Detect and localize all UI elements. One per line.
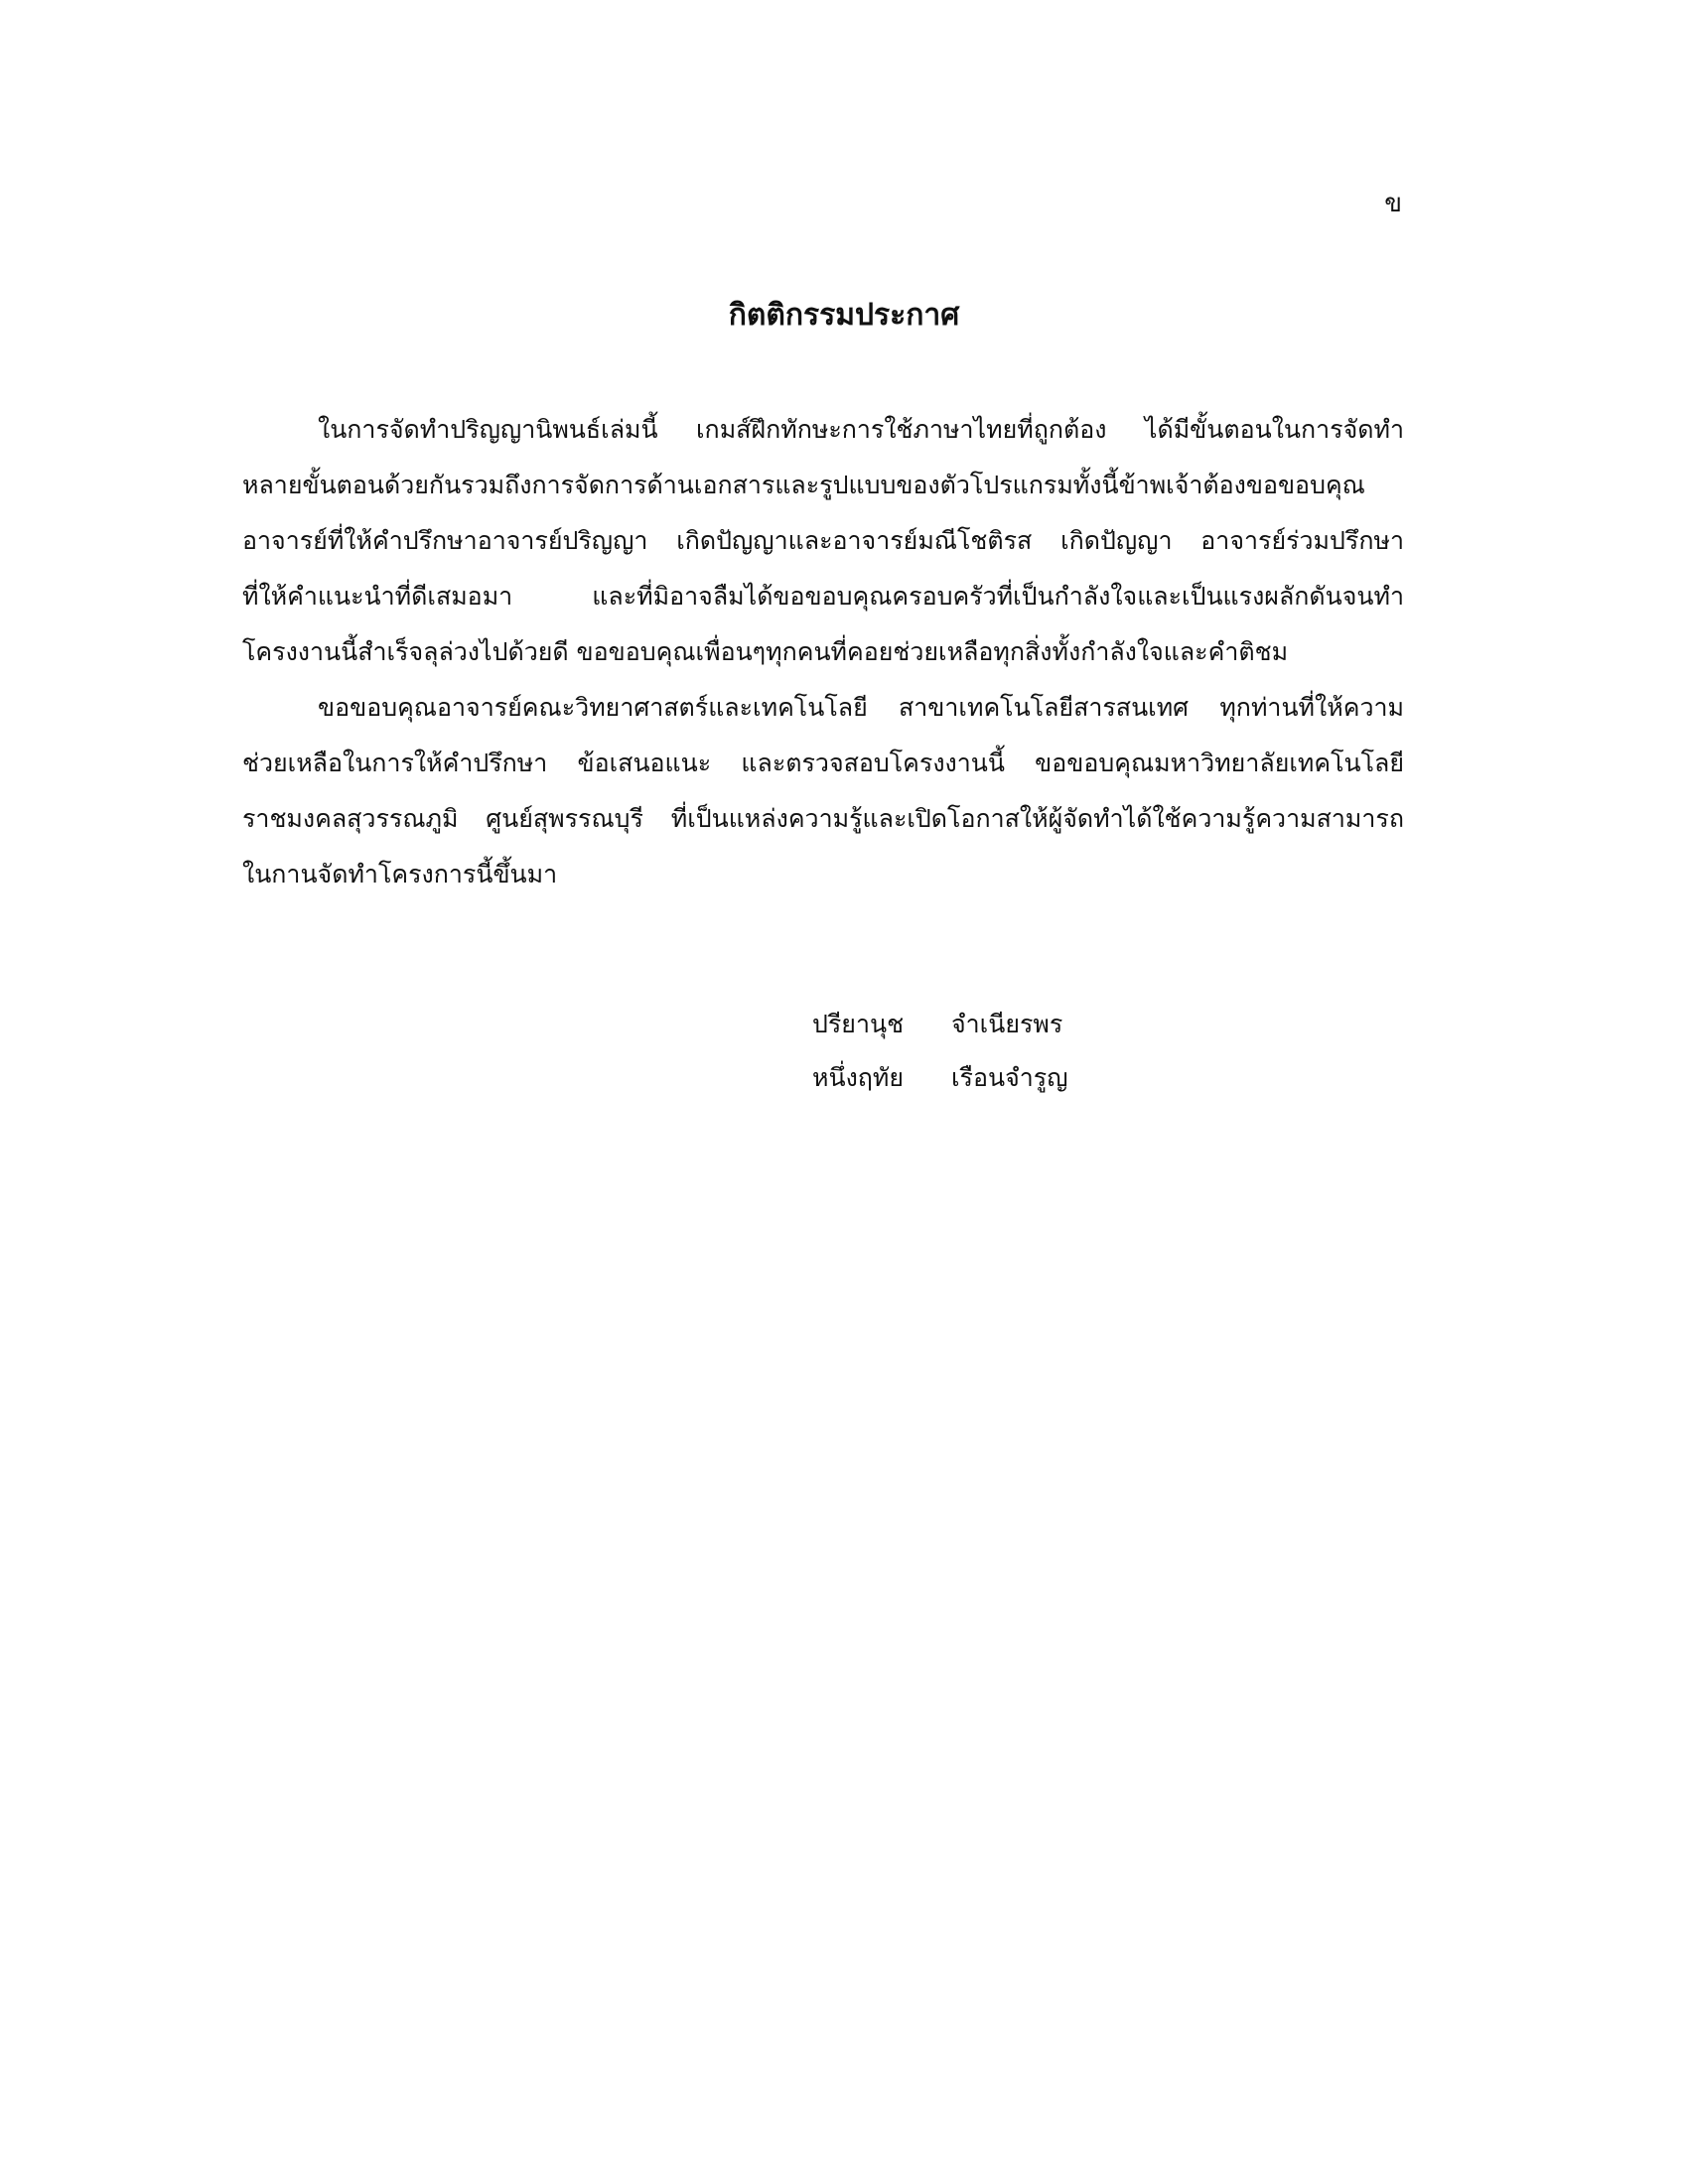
paragraph-line: ราชมงคลสุวรรณภูมิ ศูนย์สุพรรณบุรี ที่เป็นแหล่งความรู้และเปิดโอกาสให้ผู้จัดทำได้ใช้ความรู้ความสามารถ — [242, 804, 1404, 833]
paragraph-line: ในกานจัดทำโครงการนี้ขึ้นมา — [242, 860, 558, 888]
signatory-last-name: เรือนจำรูญ — [951, 1063, 1068, 1092]
paragraph-line: หลายขั้นตอนด้วยกันรวมถึงการจัดการด้านเอกสารและรูปแบบของตัวโปรแกรมทั้งนี้ข้าพเจ้าต้องขอขอบคุณ — [242, 471, 1365, 499]
paragraph-line: โครงงานนี้สำเร็จลุล่วงไปด้วยดี ขอขอบคุณเพื่อนๆทุกคนที่คอยช่วยเหลือทุกสิ่งทั้งกำลังใจและคำติชม — [242, 637, 1289, 666]
page-number: ข — [1384, 189, 1402, 218]
paragraph-line: ที่ให้คำแนะนำที่ดีเสมอมา และที่มิอาจลืมได้ขอขอบคุณครอบครัวที่เป็นกำลังใจและเป็นแรงผลักดันจนทำ — [242, 582, 1404, 611]
signature-block — [812, 998, 1068, 1105]
signatory — [812, 1051, 1068, 1105]
paragraph-line: ช่วยเหลือในการให้คำปรึกษา ข้อเสนอแนะ และตรวจสอบโครงงานนี้ ขอขอบคุณมหาวิทยาลัยเทคโนโลยี — [242, 749, 1404, 777]
signatory — [812, 998, 1068, 1051]
acknowledgement-body — [242, 402, 1404, 902]
paragraph-line: ขอขอบคุณอาจารย์คณะวิทยาศาสตร์และเทคโนโลยี สาขาเทคโนโลยีสารสนเทศ ทุกท่านที่ให้ความ — [318, 693, 1404, 722]
paragraph-line: อาจารย์ที่ให้คำปรึกษาอาจารย์ปริญญา เกิดปัญญาและอาจารย์มณีโชติรส เกิดปัญญา อาจารย์ร่วมปรึกษา — [242, 526, 1404, 555]
signatory-last-name: จำเนียรพร — [951, 1010, 1063, 1038]
paragraph-line: ในการจัดทำปริญญานิพนธ์เล่มนี้ เกมส์ฝึกทักษะการใช้ภาษาไทยที่ถูกต้อง ได้มีขั้นตอนในการจัดทำ — [318, 415, 1404, 444]
signatory-first-name: ปรียานุช — [812, 1010, 905, 1038]
page-title: กิตติกรรมประกาศ — [728, 298, 960, 333]
signatory-first-name: หนึ่งฤทัย — [812, 1063, 905, 1092]
